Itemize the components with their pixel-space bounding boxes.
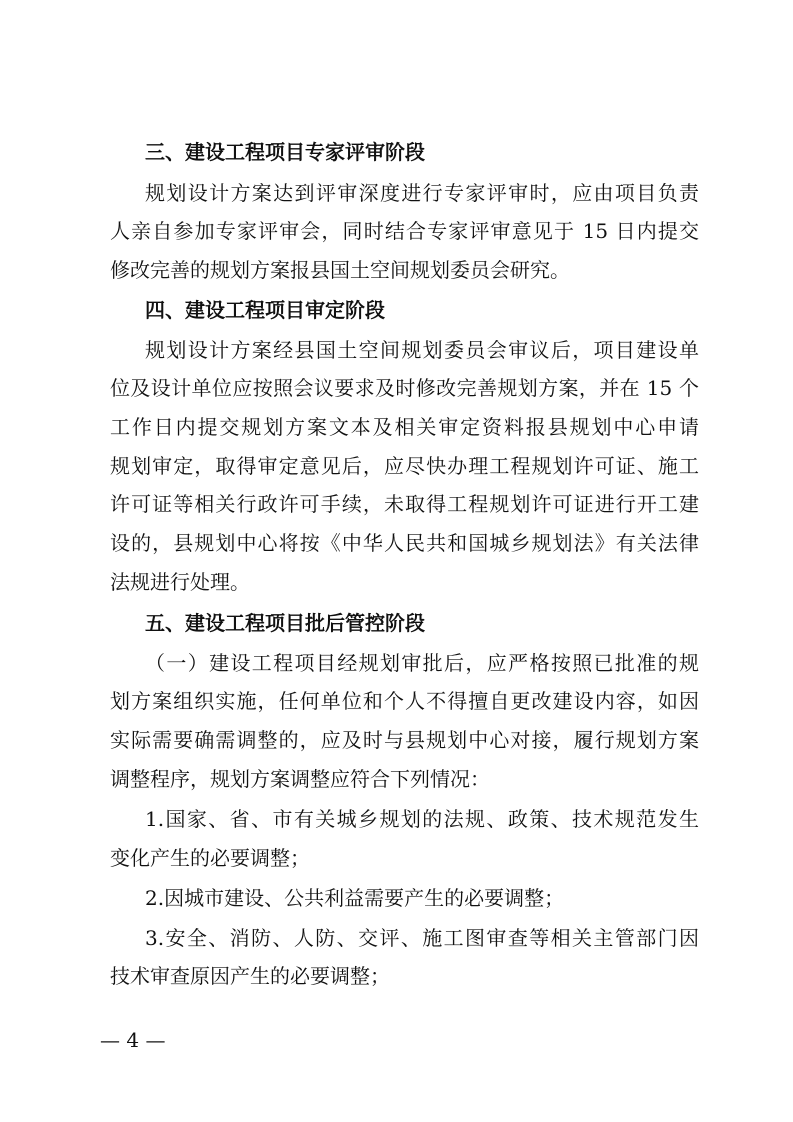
section-4-line: 位及设计单位应按照会议要求及时修改完善规划方案，并在 15 个 <box>110 376 699 400</box>
section-4-line: 工作日内提交规划方案文本及相关审定资料报县规划中心申请 <box>110 415 699 439</box>
section-3-line: 修改完善的规划方案报县国土空间规划委员会研究。 <box>110 258 570 282</box>
section-3-line: 规划设计方案达到评审深度进行专家评审时，应由项目负责 <box>145 181 699 205</box>
section-5-paragraph-line: 调整程序，规划方案调整应符合下列情况： <box>110 767 490 791</box>
list-item-1-line: 1.国家、省、市有关城乡规划的法规、政策、技术规范发生 <box>145 807 699 831</box>
section-5-paragraph-line: （一）建设工程项目经规划审批后，应严格按照已批准的规 <box>145 651 699 675</box>
section-4-line: 规划设计方案经县国土空间规划委员会审议后，项目建设单 <box>145 338 699 362</box>
section-5-paragraph-line: 实际需要确需调整的，应及时与县规划中心对接，履行规划方案 <box>110 728 699 752</box>
list-item-3-line: 技术审查原因产生的必要调整； <box>110 964 390 988</box>
page-number: — 4 — <box>100 1028 166 1052</box>
section-3-line: 人亲自参加专家评审会，同时结合专家评审意见于 15 日内提交 <box>110 219 699 243</box>
list-item-1-line: 变化产生的必要调整； <box>110 846 310 870</box>
section-4-heading: 四、建设工程项目审定阶段 <box>145 298 385 322</box>
list-item-3-line: 3.安全、消防、人防、交评、施工图审查等相关主管部门因 <box>145 926 699 950</box>
section-4-line: 规划审定，取得审定意见后，应尽快办理工程规划许可证、施工 <box>110 454 699 478</box>
section-5-paragraph-line: 划方案组织实施，任何单位和个人不得擅自更改建设内容，如因 <box>110 689 699 713</box>
section-4-line: 许可证等相关行政许可手续，未取得工程规划许可证进行开工建 <box>110 492 699 516</box>
section-4-line: 设的，县规划中心将按《中华人民共和国城乡规划法》有关法律 <box>110 531 699 555</box>
section-5-heading: 五、建设工程项目批后管控阶段 <box>145 611 425 635</box>
section-3-heading: 三、建设工程项目专家评审阶段 <box>145 140 425 164</box>
list-item-2-line: 2.因城市建设、公共利益需要产生的必要调整； <box>145 886 565 910</box>
section-4-line: 法规进行处理。 <box>110 570 250 594</box>
